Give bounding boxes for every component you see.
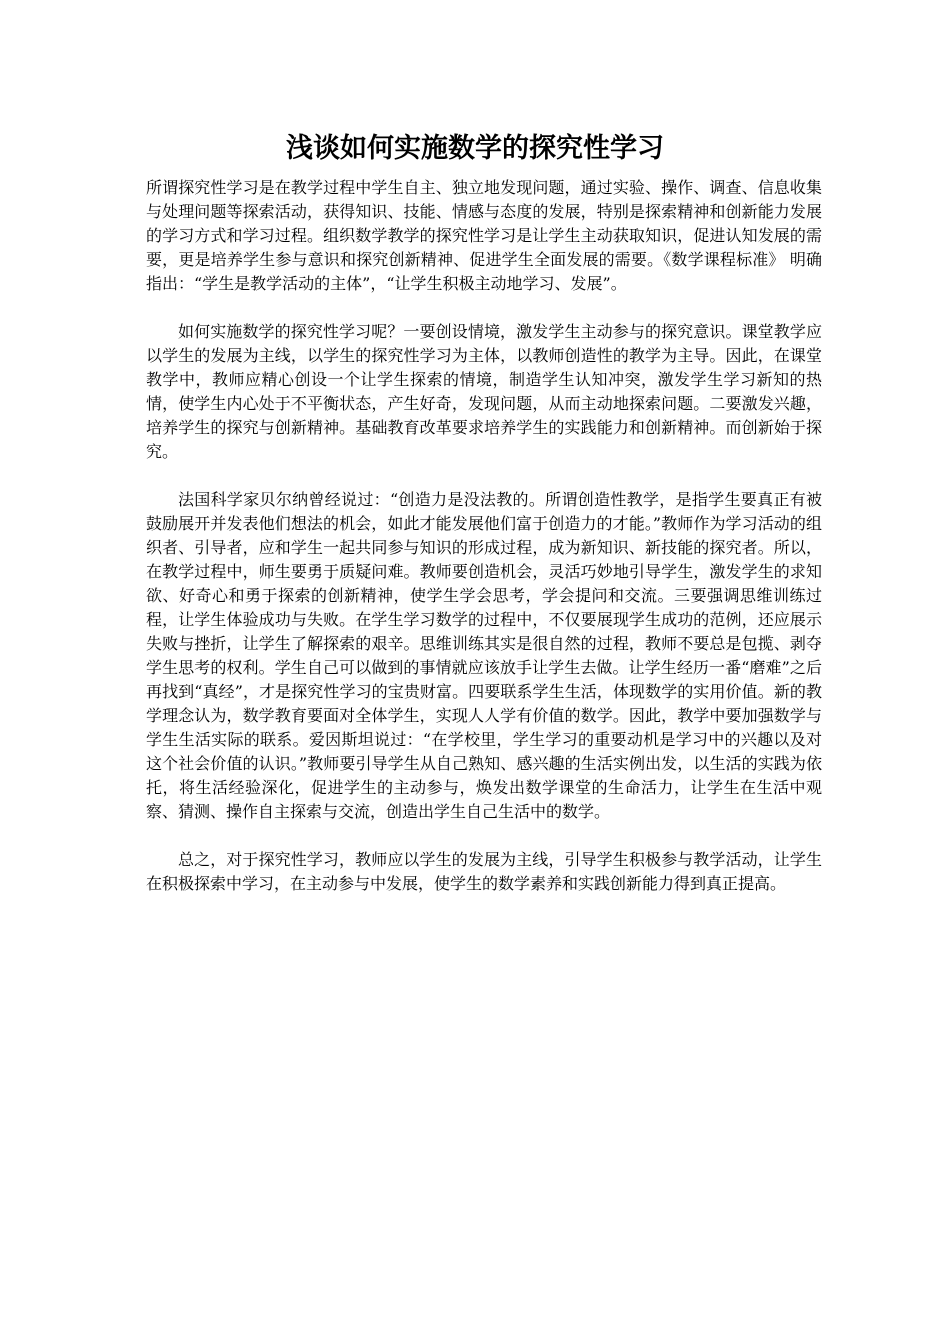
document-body: [146, 176, 822, 896]
paragraph-situation-interest: 如何实施数学的探究性学习呢？一要创设情境，激发学生主动参与的探究意识。课堂教学应以学生的发展为主线，以学生的探究性学习为主体，以教师创造性的教学为主导。因此，在课堂教学中，教师应精心创设一个让学生探索的情境，制造学生认知冲突，激发学生学习新知的热情，使学生内心处于不平衡状态，产生好奇，发现问题，从而主动地探索问题。二要激发兴趣，培养学生的探究与创新精神。基础教育改革要求培养学生的实践能力和创新精神。而创新始于探究。: [146, 322, 822, 461]
paragraph-conclusion: 总之，对于探究性学习，教师应以学生的发展为主线，引导学生积极参与教学活动，让学生在积极探索中学习，在主动参与中发展，使学生的数学素养和实践创新能力得到真正提高。: [146, 850, 822, 893]
paragraph-thinking-life: 法国科学家贝尔纳曾经说过：“创造力是没法教的。所谓创造性教学，是指学生要真正有被鼓励展开并发表他们想法的机会，如此才能发展他们富于创造力的才能。”教师作为学习活动的组织者、引导者，应和学生一起共同参与知识的形成过程，成为新知识、新技能的探究者。所以，在教学过程中，师生要勇于质疑问难。教师要创造机会，灵活巧妙地引导学生，激发学生的求知欲、好奇心和勇于探索的创新精神，使学生学会思考，学会提问和交流。三要强调思维训练过程，让学生体验成功与失败。在学生学习数学的过程中，不仅要展现学生成功的范例，还应展示失败与挫折，让学生了解探索的艰辛。思维训练其实是很自然的过程，教师不要总是包揽、剥夺学生思考的权利。学生自己可以做到的事情就应该放手让学生去做。让学生经历一番“磨难”之后再找到“真经”，才是探究性学习的宝贵财富。四要联系学生生活，体现数学的实用价值。新的教学理念认为，数学教育要面对全体学生，实现人人学有价值的数学。因此，教学中要加强数学与学生生活实际的联系。爱因斯坦说过：“在学校里，学生学习的重要动机是学习中的兴趣以及对这个社会价值的认识。”教师要引导学生从自己熟知、感兴趣的生活实例出发，以生活的实践为依托，将生活经验深化，促进学生的主动参与，焕发出数学课堂的生命活力，让学生在生活中观察、猜测、操作自主探索与交流，创造出学生自己生活中的数学。: [146, 490, 822, 821]
paragraph-intro: 所谓探究性学习是在教学过程中学生自主、独立地发现问题，通过实验、操作、调查、信息收集与处理问题等探索活动，获得知识、技能、情感与态度的发展，特别是探索精神和创新能力发展的学习方式和学习过程。组织数学教学的探究性学习是让学生主动获取知识，促进认知发展的需要，更是培养学生参与意识和探究创新精神、促进学生全面发展的需要。《数学课程标准》 明确指出：“学生是教学活动的主体”，“让学生积极主动地学习、发展”。: [146, 178, 822, 293]
document-title: 浅谈如何实施数学的探究性学习: [286, 133, 664, 164]
